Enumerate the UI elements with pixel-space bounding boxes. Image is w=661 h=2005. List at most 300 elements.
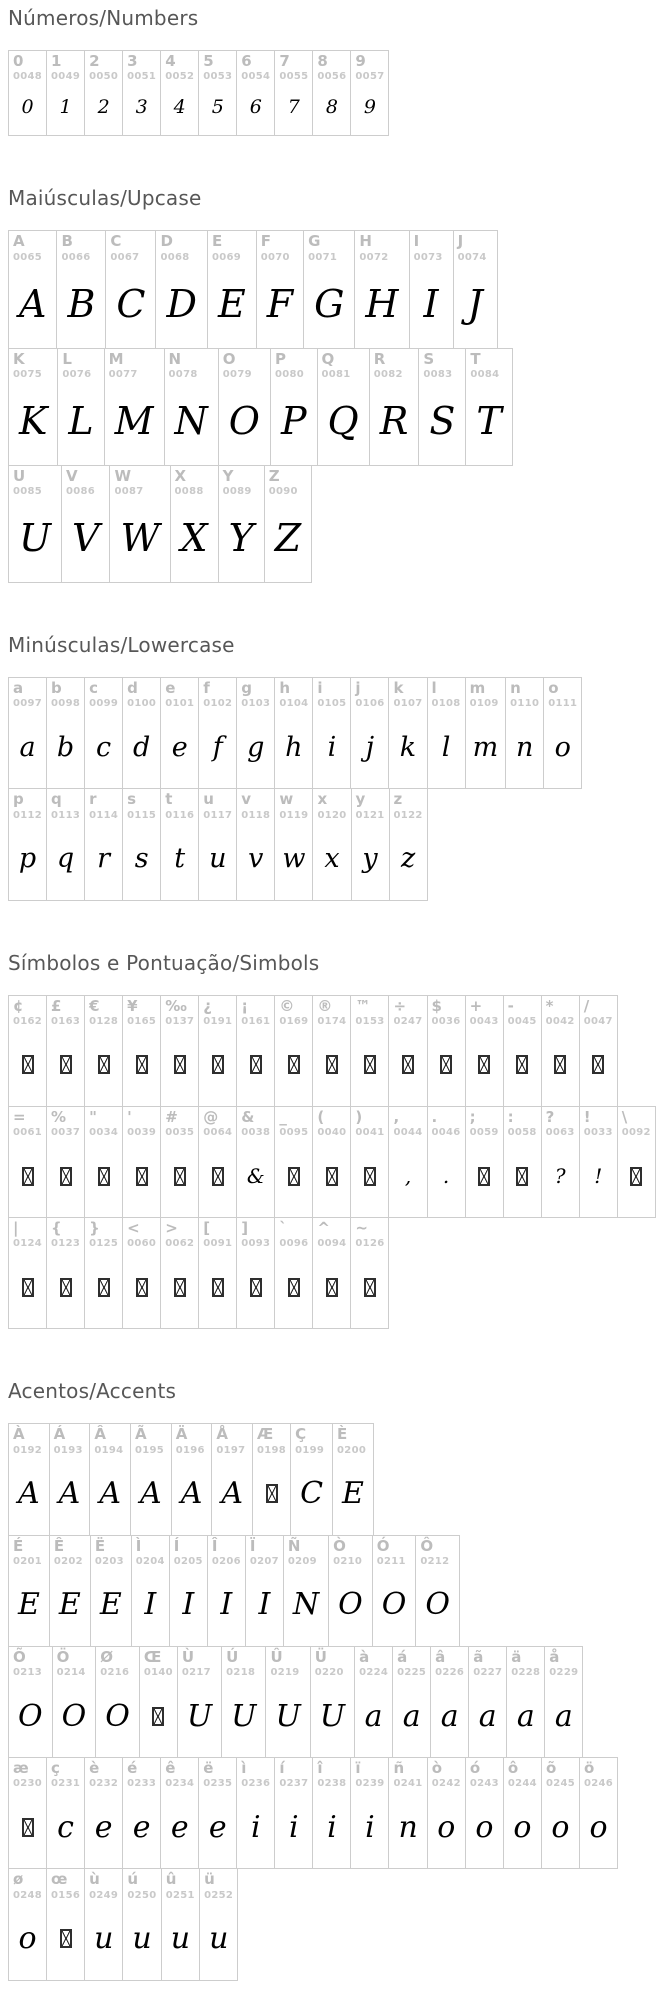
glyph-cell-header bbox=[246, 1536, 283, 1568]
glyph-label: ú bbox=[127, 1870, 139, 1889]
glyph-area bbox=[123, 1250, 160, 1328]
glyph-cell-header bbox=[257, 231, 303, 263]
glyph-label: Î bbox=[211, 1536, 218, 1555]
glyph-code: 0087 bbox=[114, 486, 144, 497]
glyph-cell bbox=[503, 1757, 542, 1869]
missing-glyph-icon bbox=[174, 1055, 186, 1074]
glyph-cell-header bbox=[351, 996, 388, 1028]
glyph-row bbox=[8, 465, 312, 583]
glyph-preview: U bbox=[186, 1698, 213, 1734]
glyph-code: 0203 bbox=[94, 1555, 124, 1567]
glyph-label: ó bbox=[469, 1759, 481, 1777]
glyph-code: 0047 bbox=[583, 1015, 613, 1027]
glyph-cell bbox=[427, 677, 466, 789]
glyph-area bbox=[313, 710, 350, 788]
glyph-cell-header bbox=[9, 51, 46, 83]
glyph-code: 0231 bbox=[51, 1778, 81, 1790]
glyph-preview: I bbox=[220, 1587, 233, 1623]
glyph-code: 0096 bbox=[279, 1238, 309, 1250]
glyph-label: m bbox=[469, 679, 486, 697]
glyph-preview: 4 bbox=[173, 96, 186, 119]
glyph-label: 7 bbox=[279, 52, 290, 70]
glyph-label: o bbox=[548, 679, 559, 697]
section-title: Minúsculas/Lowercase bbox=[8, 633, 235, 657]
glyph-code: 0226 bbox=[435, 1667, 465, 1678]
glyph-label: ¡ bbox=[241, 996, 249, 1015]
glyph-preview: C bbox=[116, 281, 146, 326]
glyph-area bbox=[318, 381, 369, 465]
glyph-cell bbox=[541, 1757, 580, 1869]
glyph-area bbox=[170, 1568, 207, 1646]
glyph-cell-header bbox=[9, 678, 46, 710]
glyph-cell bbox=[389, 788, 428, 900]
glyph-preview: A bbox=[99, 1476, 122, 1511]
glyph-cell bbox=[312, 677, 351, 789]
glyph-label: J bbox=[457, 232, 464, 251]
glyph-code: 0122 bbox=[393, 809, 423, 821]
glyph-cell-header bbox=[351, 1758, 388, 1790]
glyph-area bbox=[257, 264, 303, 348]
glyph-code: 0218 bbox=[226, 1667, 256, 1678]
glyph-preview: E bbox=[217, 281, 246, 326]
glyph-area bbox=[9, 1139, 46, 1217]
glyph-preview: U bbox=[19, 516, 52, 560]
glyph-cell-header bbox=[428, 996, 465, 1028]
glyph-preview: f bbox=[212, 731, 223, 763]
glyph-preview: o bbox=[513, 1809, 532, 1845]
glyph-cell-header bbox=[352, 789, 389, 821]
glyph-code: 0230 bbox=[13, 1778, 43, 1790]
glyph-code: 0066 bbox=[61, 251, 91, 263]
glyph-label: H bbox=[359, 232, 372, 251]
glyph-cell-header bbox=[161, 1758, 198, 1790]
glyph-cell bbox=[312, 1217, 351, 1329]
glyph-cell-header bbox=[9, 1218, 46, 1250]
glyph-code: 0220 bbox=[314, 1667, 344, 1678]
glyph-cell-header bbox=[351, 51, 388, 83]
glyph-code: 0195 bbox=[135, 1444, 165, 1456]
glyph-label: Õ bbox=[13, 1647, 26, 1666]
glyph-preview: i bbox=[289, 1809, 299, 1845]
glyph-preview: U bbox=[319, 1698, 346, 1734]
glyph-area bbox=[416, 1568, 459, 1646]
glyph-code: 0224 bbox=[359, 1667, 389, 1678]
missing-glyph-icon bbox=[212, 1278, 224, 1297]
glyph-label: e bbox=[165, 679, 176, 697]
glyph-cell bbox=[328, 1535, 373, 1647]
glyph-area bbox=[544, 710, 581, 788]
missing-glyph-icon bbox=[98, 1278, 110, 1297]
glyph-label: Ç bbox=[295, 1425, 307, 1444]
glyph-label: + bbox=[469, 996, 483, 1015]
glyph-label: p bbox=[13, 790, 24, 809]
glyph-preview: i bbox=[327, 1809, 337, 1845]
glyph-cell-header bbox=[47, 1869, 84, 1901]
glyph-code: 0095 bbox=[279, 1127, 309, 1138]
glyph-cell-header bbox=[85, 789, 122, 821]
glyph-area bbox=[9, 1457, 49, 1535]
missing-glyph-icon bbox=[516, 1055, 528, 1074]
glyph-cell bbox=[160, 788, 199, 900]
glyph-label: V bbox=[66, 466, 78, 485]
glyph-code: 0248 bbox=[13, 1889, 43, 1901]
glyph-label: Ø bbox=[100, 1647, 113, 1666]
glyph-cell bbox=[8, 1217, 47, 1329]
glyph-cell bbox=[122, 50, 161, 136]
glyph-preview: u bbox=[94, 1921, 114, 1956]
glyph-label: * bbox=[545, 996, 554, 1015]
missing-glyph-icon bbox=[516, 1167, 528, 1186]
missing-glyph-icon bbox=[402, 1055, 414, 1074]
glyph-label: D bbox=[160, 232, 173, 251]
glyph-cell-header bbox=[90, 1424, 130, 1456]
glyph-cell-header bbox=[313, 51, 350, 83]
glyph-preview: g bbox=[247, 731, 265, 763]
glyph-code: 0213 bbox=[13, 1667, 43, 1678]
glyph-area bbox=[504, 1139, 541, 1217]
glyph-area bbox=[313, 822, 350, 900]
glyph-label: ê bbox=[165, 1759, 176, 1777]
glyph-area bbox=[389, 1790, 426, 1868]
glyph-label: â bbox=[435, 1647, 446, 1666]
glyph-label: s bbox=[127, 790, 137, 809]
glyph-code: 0053 bbox=[203, 71, 233, 83]
glyph-preview: A bbox=[18, 1476, 40, 1511]
glyph-label: c bbox=[89, 679, 98, 697]
glyph-area bbox=[161, 1250, 198, 1328]
glyph-label: ã bbox=[473, 1647, 484, 1666]
glyph-cell bbox=[303, 230, 355, 348]
glyph-preview: e bbox=[132, 1809, 151, 1845]
glyph-area bbox=[275, 83, 312, 135]
glyph-cell-header bbox=[9, 1869, 46, 1901]
glyph-area bbox=[199, 1028, 236, 1106]
glyph-cell-header bbox=[161, 1107, 198, 1139]
glyph-label: ò bbox=[431, 1759, 443, 1777]
glyph-preview: P bbox=[280, 398, 307, 443]
missing-glyph-icon bbox=[364, 1278, 376, 1297]
glyph-area bbox=[469, 1679, 506, 1757]
glyph-area bbox=[9, 822, 46, 900]
glyph-area bbox=[132, 1568, 169, 1646]
glyph-cell-header bbox=[91, 1536, 131, 1568]
glyph-code: 0093 bbox=[241, 1238, 271, 1250]
glyph-label: ô bbox=[507, 1759, 519, 1777]
glyph-preview: I bbox=[144, 1587, 157, 1623]
glyph-preview: p bbox=[18, 843, 37, 874]
glyph-cell bbox=[169, 1535, 208, 1647]
glyph-cell-header bbox=[265, 466, 311, 498]
glyph-preview: R bbox=[379, 398, 409, 443]
glyph-cell bbox=[350, 677, 389, 789]
glyph-cell bbox=[8, 1757, 47, 1869]
glyph-cell bbox=[274, 788, 313, 900]
glyph-area bbox=[9, 83, 46, 135]
glyph-area bbox=[161, 83, 198, 135]
glyph-cell bbox=[211, 1423, 253, 1535]
glyph-preview: v bbox=[248, 843, 264, 874]
glyph-label: ® bbox=[317, 996, 333, 1015]
glyph-cell-header bbox=[410, 231, 453, 263]
glyph-label: Í bbox=[173, 1536, 180, 1555]
glyph-row bbox=[8, 348, 513, 466]
glyph-cell bbox=[56, 230, 106, 348]
glyph-cell-header bbox=[199, 789, 236, 821]
glyph-cell-header bbox=[123, 996, 160, 1028]
glyph-code: 0209 bbox=[287, 1555, 317, 1567]
glyph-code: 0110 bbox=[510, 698, 540, 710]
glyph-cell-header bbox=[253, 1424, 290, 1456]
glyph-area bbox=[171, 498, 218, 582]
glyph-code: 0080 bbox=[274, 368, 304, 380]
glyph-code: 0207 bbox=[249, 1555, 279, 1567]
glyph-cell bbox=[122, 1217, 161, 1329]
glyph-preview: ? bbox=[554, 1164, 566, 1188]
glyph-label: Ó bbox=[376, 1536, 390, 1555]
glyph-code: 0069 bbox=[211, 251, 241, 263]
glyph-label: G bbox=[308, 232, 321, 251]
glyph-cell bbox=[84, 1757, 123, 1869]
glyph-area bbox=[47, 822, 84, 900]
glyph-cell bbox=[122, 1757, 161, 1869]
glyph-area bbox=[313, 83, 350, 135]
glyph-preview: e bbox=[171, 731, 188, 763]
glyph-code: 0067 bbox=[110, 251, 140, 263]
glyph-cell-header bbox=[85, 1758, 122, 1790]
glyph-preview: A bbox=[180, 1476, 203, 1511]
glyph-cell bbox=[198, 788, 237, 900]
glyph-cell-header bbox=[313, 1218, 350, 1250]
glyph-area bbox=[50, 1568, 90, 1646]
glyph-code: 0244 bbox=[507, 1778, 537, 1790]
glyph-cell bbox=[8, 1535, 50, 1647]
glyph-label: > bbox=[165, 1219, 178, 1237]
glyph-area bbox=[50, 1457, 90, 1535]
glyph-area bbox=[466, 1139, 503, 1217]
glyph-cell-header bbox=[162, 1869, 199, 1901]
glyph-cell bbox=[198, 1106, 237, 1218]
glyph-cell-header bbox=[545, 1647, 582, 1679]
glyph-cell bbox=[579, 995, 618, 1107]
glyph-cell-header bbox=[313, 1107, 350, 1139]
glyph-preview: n bbox=[516, 731, 534, 763]
missing-glyph-icon bbox=[152, 1707, 164, 1726]
glyph-code: 0050 bbox=[89, 71, 119, 83]
glyph-label: b bbox=[51, 679, 62, 697]
glyph-cell bbox=[388, 1757, 427, 1869]
glyph-code: 0106 bbox=[355, 698, 385, 710]
glyph-label: Æ bbox=[257, 1425, 274, 1444]
glyph-area bbox=[466, 710, 506, 788]
glyph-row bbox=[8, 1868, 238, 1980]
glyph-area bbox=[275, 822, 312, 900]
glyph-code: 0074 bbox=[457, 251, 487, 263]
glyph-cell-header bbox=[542, 1107, 579, 1139]
glyph-code: 0105 bbox=[317, 698, 347, 710]
glyph-code: 0049 bbox=[51, 71, 81, 83]
glyph-preview: a bbox=[402, 1698, 421, 1734]
glyph-area bbox=[355, 1679, 392, 1757]
glyph-cell bbox=[430, 1646, 469, 1758]
missing-glyph-icon bbox=[60, 1278, 72, 1297]
missing-glyph-icon bbox=[22, 1278, 34, 1297]
missing-glyph-icon bbox=[326, 1278, 338, 1297]
glyph-area bbox=[53, 1679, 96, 1757]
glyph-code: 0056 bbox=[317, 71, 347, 83]
glyph-cell bbox=[199, 1868, 238, 1980]
glyph-cell bbox=[84, 1868, 123, 1980]
glyph-label: Ü bbox=[314, 1647, 327, 1666]
glyph-preview: e bbox=[94, 1809, 113, 1845]
glyph-cell bbox=[274, 1217, 313, 1329]
glyph-label: A bbox=[13, 232, 25, 251]
glyph-cell bbox=[354, 1646, 393, 1758]
glyph-label: / bbox=[583, 996, 590, 1015]
glyph-label: á bbox=[397, 1647, 408, 1666]
glyph-area bbox=[199, 1139, 236, 1217]
glyph-area bbox=[85, 710, 122, 788]
glyph-area bbox=[419, 381, 465, 465]
glyph-cell bbox=[465, 1757, 504, 1869]
glyph-cell bbox=[89, 1423, 131, 1535]
glyph-code: 0044 bbox=[393, 1127, 423, 1138]
glyph-area bbox=[265, 498, 311, 582]
glyph-preview: I bbox=[423, 281, 439, 326]
glyph-code: 0115 bbox=[127, 809, 157, 821]
glyph-code: 0214 bbox=[56, 1667, 86, 1678]
glyph-label: . bbox=[431, 1107, 438, 1126]
glyph-cell bbox=[312, 50, 351, 136]
glyph-area bbox=[9, 264, 56, 348]
glyph-cell bbox=[122, 1868, 161, 1980]
glyph-label: @ bbox=[203, 1107, 219, 1126]
glyph-cell-header bbox=[9, 349, 57, 381]
glyph-label: £ bbox=[51, 996, 62, 1015]
glyph-cell bbox=[310, 1646, 355, 1758]
glyph-cell-header bbox=[47, 996, 84, 1028]
glyph-cell bbox=[236, 1106, 275, 1218]
glyph-label: ! bbox=[583, 1107, 591, 1126]
glyph-label: K bbox=[13, 349, 25, 368]
glyph-preview: . bbox=[442, 1164, 450, 1188]
glyph-cell bbox=[131, 1535, 170, 1647]
glyph-cell bbox=[49, 1535, 91, 1647]
glyph-preview: G bbox=[314, 281, 345, 326]
glyph-cell-header bbox=[355, 1647, 392, 1679]
glyph-code: 0242 bbox=[431, 1778, 461, 1790]
glyph-label: ë bbox=[203, 1759, 214, 1777]
glyph-cell-header bbox=[389, 678, 426, 710]
glyph-preview: V bbox=[72, 516, 100, 560]
glyph-cell bbox=[90, 1535, 132, 1647]
glyph-area bbox=[62, 498, 109, 582]
glyph-cell-header bbox=[9, 1758, 46, 1790]
glyph-area bbox=[311, 1679, 354, 1757]
glyph-label: [ bbox=[203, 1219, 211, 1237]
glyph-code: 0165 bbox=[127, 1015, 157, 1027]
glyph-label: ù bbox=[89, 1870, 100, 1889]
glyph-cell bbox=[198, 995, 237, 1107]
glyph-label: R bbox=[373, 349, 386, 368]
glyph-preview: Z bbox=[274, 516, 302, 560]
glyph-cell bbox=[122, 995, 161, 1107]
glyph-code: 0219 bbox=[270, 1667, 300, 1678]
glyph-area bbox=[161, 1790, 198, 1868]
section-accents bbox=[8, 1379, 661, 1980]
glyph-cell bbox=[160, 1106, 199, 1218]
glyph-label: Ô bbox=[420, 1536, 434, 1555]
glyph-code: 0238 bbox=[317, 1778, 347, 1790]
glyph-label: ñ bbox=[393, 1759, 405, 1777]
glyph-label: Ú bbox=[226, 1647, 239, 1666]
glyph-label: C bbox=[110, 232, 122, 251]
glyph-area bbox=[123, 1902, 160, 1980]
glyph-area bbox=[313, 1790, 350, 1868]
glyph-preview: 0 bbox=[21, 96, 34, 119]
glyph-cell bbox=[617, 1106, 656, 1218]
glyph-area bbox=[542, 1028, 579, 1106]
glyph-code: 0075 bbox=[13, 368, 43, 380]
glyph-code: 0091 bbox=[203, 1238, 233, 1250]
glyph-preview: o bbox=[589, 1809, 608, 1845]
glyph-code: 0162 bbox=[13, 1015, 43, 1027]
glyph-preview: D bbox=[166, 281, 197, 326]
glyph-cell bbox=[8, 1868, 47, 1980]
glyph-preview: k bbox=[399, 731, 417, 763]
glyph-label: Ë bbox=[94, 1536, 106, 1555]
glyph-code: 0232 bbox=[89, 1778, 119, 1790]
glyph-label: E bbox=[211, 232, 223, 251]
glyph-cell bbox=[8, 465, 62, 583]
glyph-area bbox=[123, 710, 160, 788]
glyph-code: 0061 bbox=[13, 1127, 43, 1138]
glyph-code: 0121 bbox=[355, 809, 385, 821]
glyph-code: 0212 bbox=[420, 1555, 450, 1567]
glyph-cell bbox=[372, 1535, 417, 1647]
glyph-label: # bbox=[165, 1107, 178, 1126]
glyph-label: B bbox=[61, 232, 73, 251]
glyph-cell-header bbox=[161, 996, 198, 1028]
glyph-area bbox=[219, 381, 270, 465]
glyph-preview: y bbox=[362, 843, 378, 874]
glyph-label: à bbox=[359, 1647, 370, 1666]
glyph-code: 0194 bbox=[94, 1444, 124, 1456]
glyph-cell-header bbox=[9, 1107, 46, 1139]
glyph-cell bbox=[46, 788, 85, 900]
glyph-cell-header bbox=[219, 349, 270, 381]
glyph-cell-header bbox=[170, 1536, 207, 1568]
glyph-label: W bbox=[114, 466, 132, 485]
glyph-cell-header bbox=[428, 1107, 465, 1139]
glyph-cell-header bbox=[199, 1218, 236, 1250]
glyph-cell-header bbox=[355, 231, 408, 263]
glyph-area bbox=[9, 1250, 46, 1328]
glyph-area bbox=[466, 1790, 503, 1868]
glyph-label: œ bbox=[51, 1870, 68, 1889]
glyph-preview: o bbox=[475, 1809, 494, 1845]
glyph-preview: L bbox=[68, 398, 94, 443]
glyph-area bbox=[253, 1457, 290, 1535]
glyph-code: 0229 bbox=[549, 1667, 579, 1678]
glyph-cell bbox=[122, 677, 161, 789]
glyph-code: 0192 bbox=[13, 1444, 43, 1456]
glyph-code: 0048 bbox=[13, 71, 43, 83]
glyph-cell bbox=[8, 1423, 50, 1535]
glyph-label: î bbox=[317, 1759, 323, 1777]
glyph-label: U bbox=[13, 466, 26, 485]
glyph-row bbox=[8, 995, 618, 1107]
glyph-cell-header bbox=[165, 349, 218, 381]
